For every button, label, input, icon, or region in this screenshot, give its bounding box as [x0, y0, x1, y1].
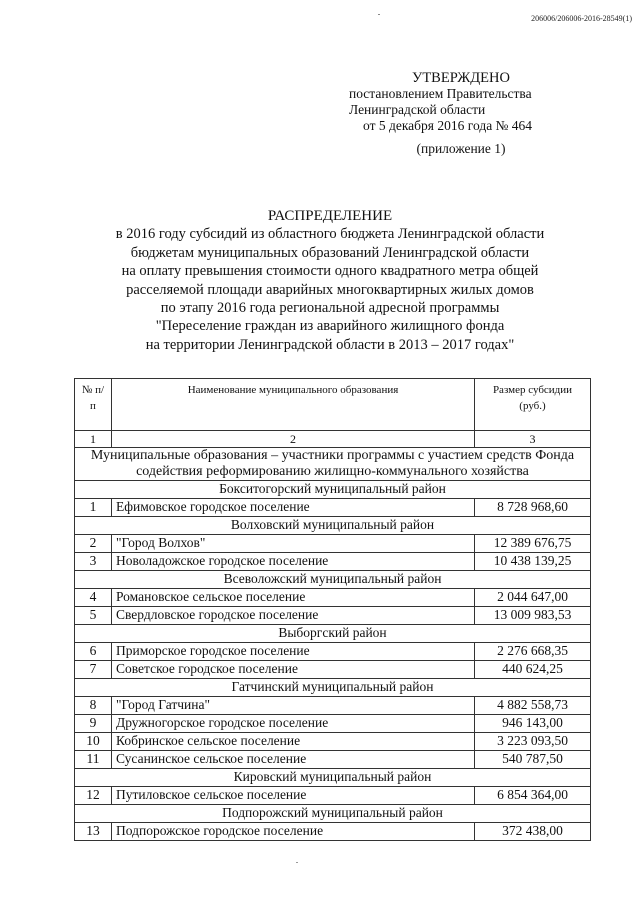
subsidy-amount: 2 044 647,00: [475, 589, 591, 607]
title-line: по этапу 2016 года региональной адресной программы: [160, 300, 500, 317]
municipality-name: Дружногорское городское поселение: [112, 715, 475, 733]
municipality-name: Ефимовское городское поселение: [112, 499, 475, 517]
title-line: бюджетам муниципальных образований Ленинградской области: [130, 244, 530, 261]
table-row: [75, 823, 591, 841]
municipality-name: Подпорожское городское поселение: [112, 823, 475, 841]
document-id: 206006/206006-2016-28549(1): [531, 14, 632, 23]
district-row: [75, 571, 591, 589]
title-line: на территории Ленинградской области в 2013 – 2017 годах": [145, 336, 515, 353]
table-row: [75, 715, 591, 733]
subsidy-amount: 13 009 983,53: [475, 607, 591, 625]
table-row: [75, 589, 591, 607]
row-number: 1: [75, 499, 112, 517]
table-row: [75, 643, 591, 661]
row-number: 11: [75, 751, 112, 769]
subsidy-amount: 10 438 139,25: [475, 553, 591, 571]
table-row: [75, 661, 591, 679]
row-number: 12: [75, 787, 112, 805]
municipality-name: "Город Гатчина": [112, 697, 475, 715]
row-number: 5: [75, 607, 112, 625]
district-name: Бокситогорский муниципальный район: [75, 481, 591, 499]
column-number: 3: [475, 431, 591, 448]
row-number: 10: [75, 733, 112, 751]
title-line: в 2016 году субсидий из областного бюджета Ленинградской области: [115, 226, 545, 243]
title-line: расселяемой площади аварийных многоквартирных жилых домов: [126, 281, 534, 298]
municipality-name: Романовское сельское поселение: [112, 589, 475, 607]
distribution-table: [74, 378, 591, 841]
row-number: 2: [75, 535, 112, 553]
subsidy-amount: 540 787,50: [475, 751, 591, 769]
district-name: Гатчинский муниципальный район: [75, 679, 591, 697]
row-number: 13: [75, 823, 112, 841]
subsidy-amount: 440 624,25: [475, 661, 591, 679]
district-name: Кировский муниципальный район: [75, 769, 591, 787]
subsidy-amount: 3 223 093,50: [475, 733, 591, 751]
district-row: [75, 481, 591, 499]
approval-stamp: [349, 70, 569, 157]
district-row: [75, 517, 591, 535]
subsidy-amount: 6 854 364,00: [475, 787, 591, 805]
table-row: [75, 499, 591, 517]
approval-title: УТВЕРЖДЕНО: [412, 70, 510, 86]
approval-appendix: (приложение 1): [416, 141, 506, 156]
municipality-name: Свердловское городское поселение: [112, 607, 475, 625]
approval-line-1: постановлением Правительства: [349, 86, 532, 101]
municipality-name: Новоладожское городское поселение: [112, 553, 475, 571]
approval-line-2: Ленинградской области: [349, 102, 486, 117]
subsidy-amount: 946 143,00: [475, 715, 591, 733]
table-row: [75, 697, 591, 715]
subsidy-amount: 4 882 558,73: [475, 697, 591, 715]
group-row: [75, 448, 591, 481]
subsidy-amount: 12 389 676,75: [475, 535, 591, 553]
document-title: [80, 207, 580, 354]
title-main: РАСПРЕДЕЛЕНИЕ: [267, 208, 393, 224]
table-row: [75, 787, 591, 805]
municipality-name: Советское городское поселение: [112, 661, 475, 679]
subsidy-amount: 2 276 668,35: [475, 643, 591, 661]
district-name: Подпорожский муниципальный район: [75, 805, 591, 823]
row-number: 3: [75, 553, 112, 571]
approval-line-3: от 5 декабря 2016 года № 464: [363, 118, 533, 133]
municipality-name: Кобринское сельское поселение: [112, 733, 475, 751]
table-row: [75, 553, 591, 571]
column-number: 1: [75, 431, 112, 448]
header-num: № п/п: [75, 379, 112, 431]
district-row: [75, 625, 591, 643]
row-number: 4: [75, 589, 112, 607]
title-line: на оплату превышения стоимости одного квадратного метра общей: [121, 263, 539, 280]
header-sum: Размер субсидии (руб.): [475, 379, 591, 431]
district-row: [75, 805, 591, 823]
table-row: [75, 607, 591, 625]
scan-speck: [378, 14, 380, 15]
table-header-row: [75, 379, 591, 431]
row-number: 6: [75, 643, 112, 661]
municipality-name: Сусанинское сельское поселение: [112, 751, 475, 769]
table-row: [75, 751, 591, 769]
column-number-row: [75, 431, 591, 448]
district-row: [75, 679, 591, 697]
group-title: Муниципальные образования – участники программы с участием средств Фонда содействия реформированию жилищно-коммунального хозяйства: [75, 448, 591, 481]
table-row: [75, 733, 591, 751]
table-row: [75, 535, 591, 553]
header-name: Наименование муниципального образования: [112, 379, 475, 431]
district-name: Выборгский район: [75, 625, 591, 643]
row-number: 9: [75, 715, 112, 733]
municipality-name: Путиловское сельское поселение: [112, 787, 475, 805]
district-name: Всеволожский муниципальный район: [75, 571, 591, 589]
column-number: 2: [112, 431, 475, 448]
municipality-name: "Город Волхов": [112, 535, 475, 553]
title-line: "Переселение граждан из аварийного жилищного фонда: [155, 318, 505, 335]
scan-speck: [296, 862, 298, 863]
row-number: 7: [75, 661, 112, 679]
subsidy-amount: 8 728 968,60: [475, 499, 591, 517]
municipality-name: Приморское городское поселение: [112, 643, 475, 661]
district-row: [75, 769, 591, 787]
subsidy-amount: 372 438,00: [475, 823, 591, 841]
district-name: Волховский муниципальный район: [75, 517, 591, 535]
row-number: 8: [75, 697, 112, 715]
